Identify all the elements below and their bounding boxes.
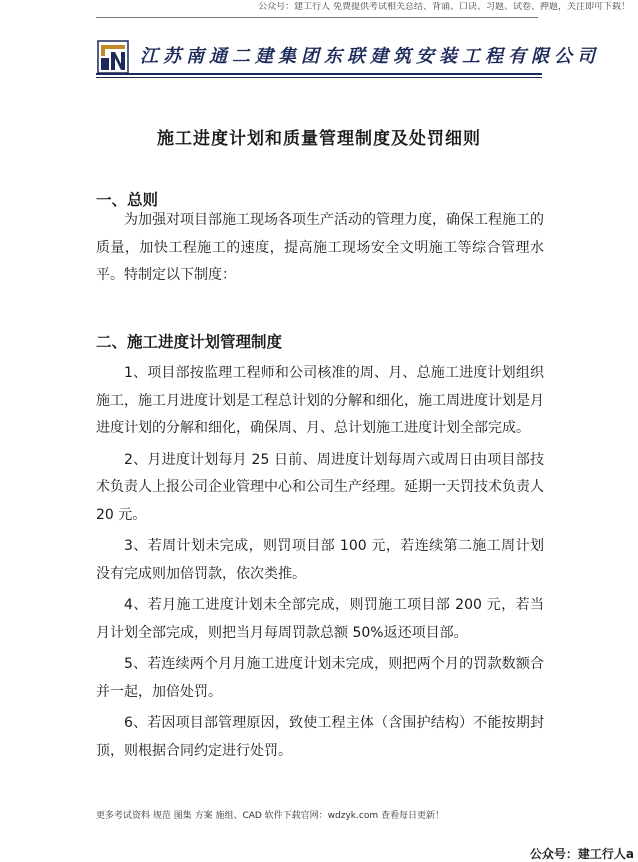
section-schedule-body [96, 360, 544, 765]
paragraph: 5、若连续两个月月施工进度计划未完成，则把两个月的罚款数额合并一起，加倍处罚。 [96, 656, 544, 700]
header-rule-thin [96, 77, 542, 78]
paragraph: 4、若月施工进度计划未全部完成，则罚施工项目部 200 元，若当月计划全部完成，则把当月每周罚款总额 50%返还项目部。 [96, 597, 544, 641]
paragraph: 2、月进度计划每月 25 日前、周进度计划每周六或周日由项目部技术负责人上报公司企业管理中心和公司生产经理。延期一天罚技术负责人 20 元。 [96, 451, 544, 523]
section-general-body [96, 207, 544, 290]
footer-brand: 公众号：建工行人a [529, 847, 634, 861]
company-name: 江苏南通二建集团东联建筑安装工程有限公司 [140, 46, 600, 67]
header-top-rule [96, 17, 538, 18]
header-rule-thick [96, 73, 542, 75]
header-promo-note: 公众号：建工行人 免费提供考试相关总结、背诵、口诀、习题、试卷、押题，关注即可下载！ [258, 2, 630, 12]
document-title: 施工进度计划和质量管理制度及处罚细则 [157, 129, 481, 149]
company-logo [97, 40, 129, 74]
paragraph: 6、若因项目部管理原因，致使工程主体（含围护结构）不能按期封顶，则根据合同约定进行处罚。 [96, 715, 544, 759]
section-heading-general: 一、总则 [96, 191, 159, 209]
company-logo-icon [97, 40, 129, 74]
paragraph: 1、项目部按监理工程师和公司核准的周、月、总施工进度计划组织施工，施工月进度计划是工程总计划的分解和细化，施工周进度计划是月进度计划的分解和细化，确保周、月、总计划施工进度计划全部完成。 [96, 365, 544, 436]
paragraph: 3、若周计划未完成，则罚项目部 100 元，若连续第二施工周计划没有完成则加倍罚款，依次类推。 [96, 538, 544, 582]
paragraph: 为加强对项目部施工现场各项生产活动的管理力度，确保工程施工的质量，加快工程施工的速度，提高施工现场安全文明施工等综合管理水平。特制定以下制度： [96, 212, 544, 283]
section-heading-schedule: 二、施工进度计划管理制度 [96, 333, 283, 351]
footer-download-note: 更多考试资料 规范 图集 方案 施组、CAD 软件下载官网：wdzyk.com 查看每日更新！ [96, 811, 444, 821]
